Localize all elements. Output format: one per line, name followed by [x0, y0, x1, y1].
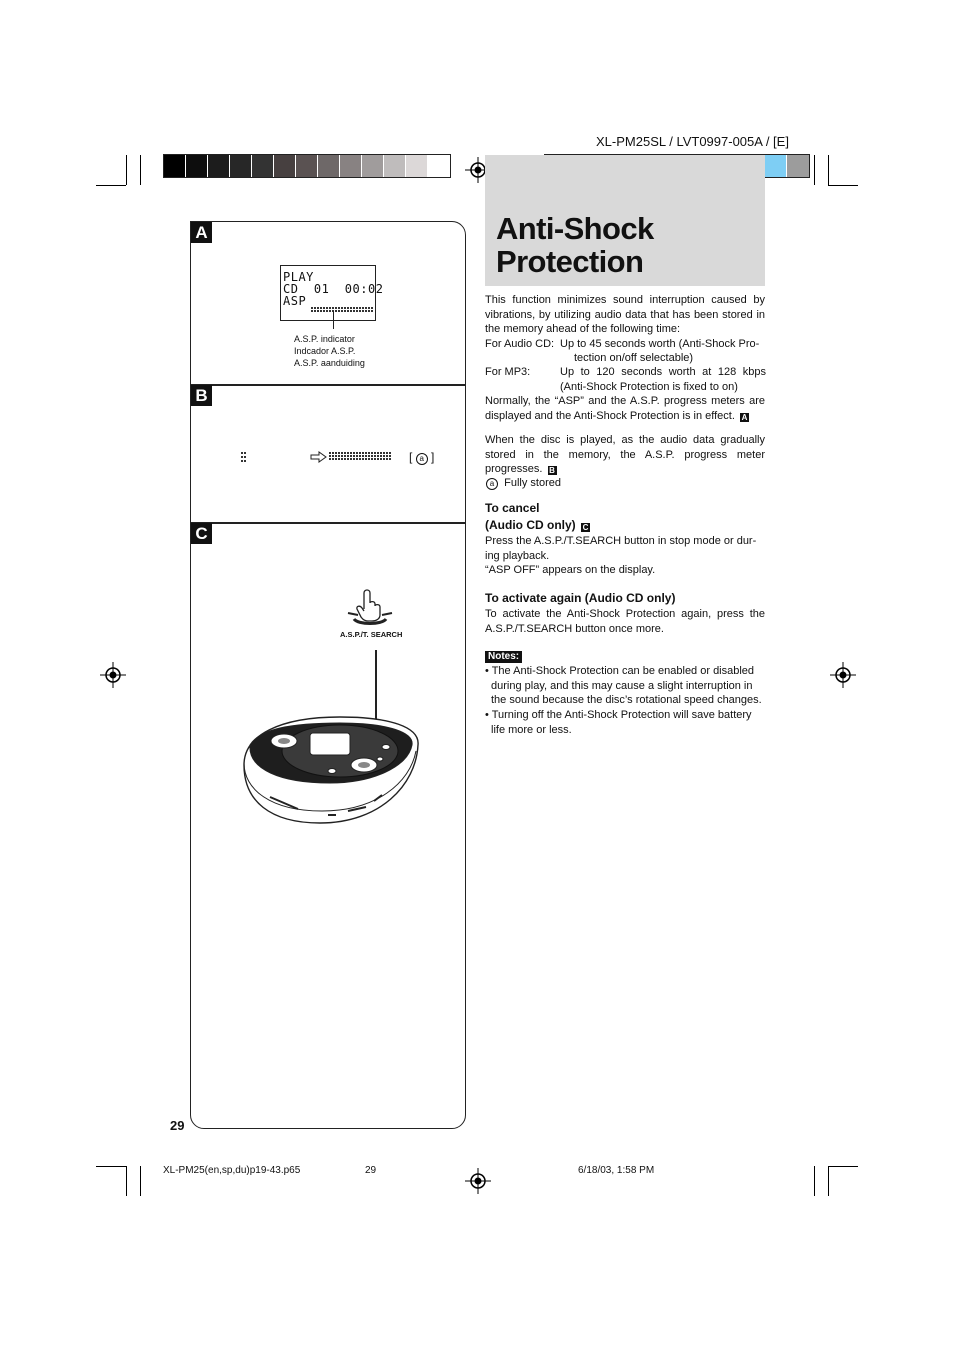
cd-player-illustration [240, 705, 422, 825]
circle-a-marker: a [416, 453, 428, 465]
circle-a-marker: a [486, 478, 498, 490]
footer-date: 6/18/03, 1:58 PM [578, 1165, 655, 1176]
audio-cd-line-1: Up to 45 seconds worth (Anti-Shock Pro- [560, 338, 760, 350]
panel-label-a: A [191, 222, 212, 243]
calibration-swatch [318, 155, 340, 177]
calibration-swatch [362, 155, 384, 177]
ref-a-marker: A [741, 412, 748, 422]
lcd-line-2: CD 01 00:02 [283, 282, 384, 296]
calibration-swatch [296, 155, 318, 177]
calibration-swatch [428, 155, 450, 177]
normally-paragraph: Normally, the “ASP” and the A.S.P. progress meters are displayed and the Anti-Shock Protection is in effect. A [485, 395, 765, 422]
cancel-heading: To cancel [485, 501, 540, 515]
audio-cd-label: For Audio CD: [485, 338, 555, 350]
panel-label-b: B [191, 385, 212, 406]
footer-filename: XL-PM25(en,sp,du)p19-43.p65 [163, 1165, 301, 1176]
arrow-right-icon [310, 451, 328, 463]
cancel-text-2: “ASP OFF” appears on the display. [485, 564, 656, 576]
activate-text: To activate the Anti-Shock Protection again, press the A.S.P./T.SEARCH button once more. [485, 608, 765, 635]
panel-divider [190, 522, 466, 524]
calibration-swatch [208, 155, 230, 177]
panel-divider [190, 384, 466, 386]
cancel-text: Press the A.S.P./T.SEARCH button in stop mode or dur- ing playback. [485, 535, 757, 562]
played-paragraph: When the disc is played, as the audio data gradually stored in the memory, the A.S.P. progress meter progresses. B [485, 434, 765, 476]
asp-indicator-label-es: Indcador A.S.P. [294, 346, 356, 356]
note-item: • The Anti-Shock Protection can be enabled or disabled during play, and this may cause a slight interruption in the sound because the disc’s rotational speed changes. [485, 665, 762, 707]
finger-press-icon [340, 585, 400, 629]
lcd-line-3: ASP [283, 294, 307, 308]
registration-mark-bottom [465, 1168, 491, 1194]
calibration-swatch [186, 155, 208, 177]
page-title: Anti-Shock Protection [496, 211, 654, 279]
calibration-swatch [340, 155, 362, 177]
panel-label-c: C [191, 523, 212, 544]
calibration-swatch [406, 155, 428, 177]
calibration-swatch [164, 155, 186, 177]
cancel-subheading: (Audio CD only) C [485, 518, 589, 532]
asp-indicator-label-nl: A.S.P. aanduiding [294, 358, 365, 368]
ref-b-marker: B [549, 466, 555, 476]
calibration-swatch [787, 155, 809, 177]
lcd-line-1: PLAY [283, 270, 314, 284]
fully-stored-reference: [ a ] [409, 450, 435, 464]
asp-search-button-label: A.S.P./T. SEARCH [340, 630, 403, 639]
audio-cd-line-2: tection on/off selectable) [574, 352, 694, 364]
activate-heading: To activate again (Audio CD only) [485, 591, 676, 605]
registration-mark-right [830, 662, 856, 688]
ref-c-marker: C [582, 523, 589, 532]
asp-indicator-label-en: A.S.P. indicator [294, 334, 355, 344]
footer-page: 29 [365, 1165, 377, 1176]
calibration-swatch [252, 155, 274, 177]
notes-label: Notes: [485, 651, 522, 663]
registration-mark-left [100, 662, 126, 688]
fully-stored-note: a Fully stored [486, 476, 561, 491]
document-code: XL-PM25SL / LVT0997-005A / [E] [596, 134, 789, 149]
calibration-swatch [765, 155, 787, 177]
asp-progress-meter-lcd [310, 306, 376, 315]
intro-paragraph: This function minimizes sound interruption caused by vibrations, by utilizing audio data that has been stored in the memory ahead of the following time: [485, 294, 765, 336]
mp3-line-1: Up to 120 seconds worth at 128 kbps [560, 366, 766, 378]
indicator-leader-line [333, 311, 334, 329]
mp3-line-2: (Anti-Shock Protection is fixed to on) [560, 381, 738, 393]
mp3-label: For MP3: [485, 366, 531, 378]
note-item: • Turning off the Anti-Shock Protection will save battery life more or less. [485, 709, 752, 736]
page-number: 29 [170, 1118, 185, 1133]
calibration-swatch [274, 155, 296, 177]
asp-meter-full [328, 451, 394, 463]
calibration-swatch [384, 155, 406, 177]
grayscale-calibration-strip [163, 154, 451, 178]
calibration-swatch [230, 155, 252, 177]
asp-meter-empty [240, 451, 248, 463]
